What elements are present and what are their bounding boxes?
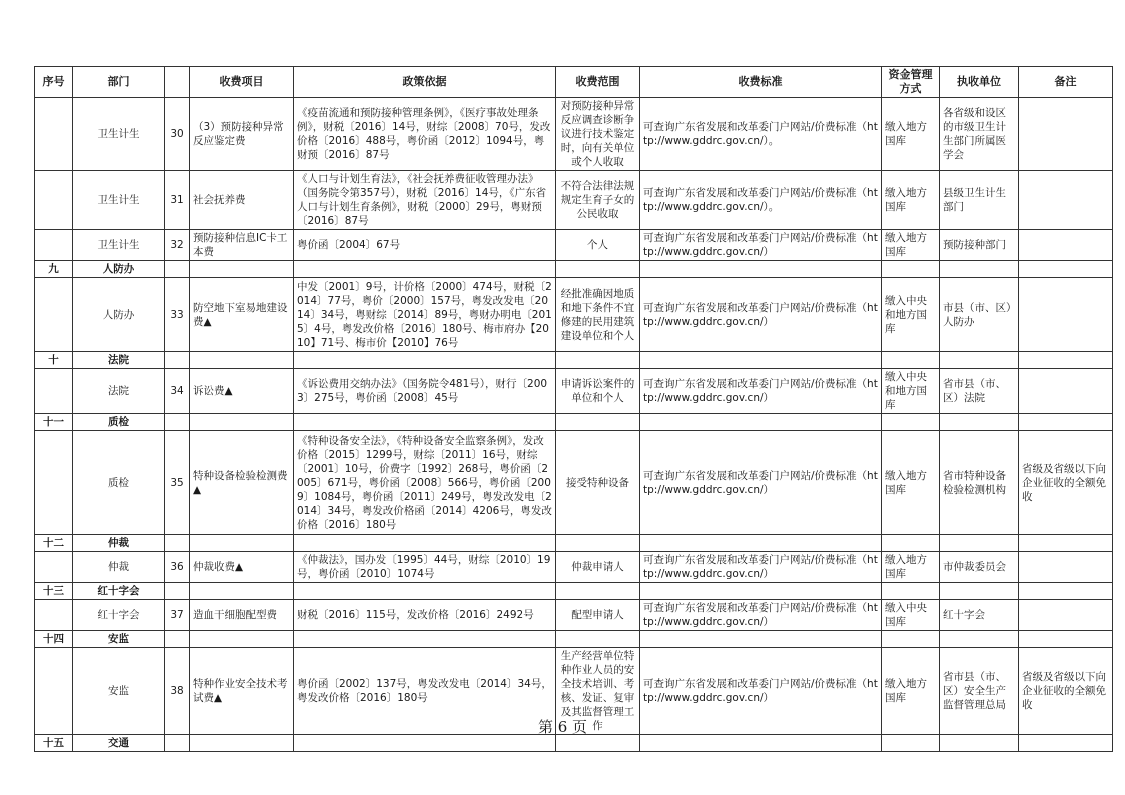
item-number-cell: 31 (165, 171, 190, 230)
policy-basis-cell: 粤价函〔2004〕67号 (294, 230, 556, 261)
empty-cell (165, 735, 190, 752)
header-basis: 政策依据 (294, 67, 556, 98)
collecting-unit-cell: 省市县（市、区）法院 (940, 369, 1019, 414)
policy-basis-cell: 《诉讼费用交纳办法》（国务院令481号），财行〔2003〕275号，粤价函〔2008〕45号 (294, 369, 556, 414)
dept-cell: 卫生计生 (73, 171, 165, 230)
table-row (35, 98, 1113, 171)
fee-scope-cell: 生产经营单位特种作业人员的安全技术培训、考核、发证、复审及其监督管理工作 (556, 648, 640, 735)
header-unit: 执收单位 (940, 67, 1019, 98)
section-dept: 交通 (73, 735, 165, 752)
fee-item-cell: 预防接种信息IC卡工本费 (190, 230, 294, 261)
seq-cell (35, 171, 73, 230)
section-number: 十一 (35, 414, 73, 431)
collecting-unit-cell: 省市特种设备检验检测机构 (940, 431, 1019, 535)
fund-management-cell: 缴入中央和地方国库 (882, 369, 940, 414)
section-number: 十二 (35, 535, 73, 552)
empty-cell (940, 735, 1019, 752)
header-mgmt: 资金管理方式 (882, 67, 940, 98)
fund-management-cell: 缴入地方国库 (882, 431, 940, 535)
empty-cell (294, 631, 556, 648)
collecting-unit-cell: 市县（市、区）人防办 (940, 278, 1019, 352)
empty-cell (640, 414, 882, 431)
empty-cell (165, 583, 190, 600)
fee-item-cell: 防空地下室易地建设费▲ (190, 278, 294, 352)
empty-cell (165, 631, 190, 648)
header-dept: 部门 (73, 67, 165, 98)
fee-standard-cell: 可查询广东省发展和改革委门户网站/价费标准（http://www.gddrc.gov.cn/） (640, 230, 882, 261)
fee-standard-cell: 可查询广东省发展和改革委门户网站/价费标准（http://www.gddrc.gov.cn/）。 (640, 98, 882, 171)
dept-cell: 人防办 (73, 278, 165, 352)
policy-basis-cell: 《疫苗流通和预防接种管理条例》，《医疗事故处理条例》，财税〔2016〕14号，财综〔2008〕70号，发改价格〔2016〕488号，粤价函〔2012〕1094号，粤财预〔2016〕87号 (294, 98, 556, 171)
seq-cell (35, 600, 73, 631)
dept-cell: 法院 (73, 369, 165, 414)
empty-cell (640, 735, 882, 752)
fee-scope-cell: 申请诉讼案件的单位和个人 (556, 369, 640, 414)
empty-cell (556, 352, 640, 369)
fund-management-cell: 缴入中央国库 (882, 600, 940, 631)
table-row (35, 171, 1113, 230)
item-number-cell: 33 (165, 278, 190, 352)
empty-cell (1019, 583, 1113, 600)
item-number-cell: 35 (165, 431, 190, 535)
empty-cell (640, 583, 882, 600)
header-item: 收费项目 (190, 67, 294, 98)
empty-cell (940, 583, 1019, 600)
empty-cell (294, 261, 556, 278)
empty-cell (1019, 261, 1113, 278)
fee-item-cell: 特种设备检验检测费▲ (190, 431, 294, 535)
policy-basis-cell: 财税〔2016〕115号，发改价格〔2016〕2492号 (294, 600, 556, 631)
seq-cell (35, 369, 73, 414)
fee-standard-cell: 可查询广东省发展和改革委门户网站/价费标准（http://www.gddrc.gov.cn/） (640, 648, 882, 735)
policy-basis-cell: 粤价函〔2002〕137号，粤发改发电〔2014〕34号，粤发改价格〔2016〕180号 (294, 648, 556, 735)
section-dept: 红十字会 (73, 583, 165, 600)
empty-cell (165, 261, 190, 278)
fund-management-cell: 缴入地方国库 (882, 98, 940, 171)
empty-cell (190, 352, 294, 369)
fee-standard-cell: 可查询广东省发展和改革委门户网站/价费标准（http://www.gddrc.gov.cn/）。 (640, 171, 882, 230)
remarks-cell (1019, 552, 1113, 583)
remarks-cell: 省级及省级以下向企业征收的全额免收 (1019, 431, 1113, 535)
section-row (35, 631, 1113, 648)
policy-basis-cell: 中发〔2001〕9号，计价格〔2000〕474号，财税〔2014〕77号，粤价〔2000〕157号，粤发改发电〔2014〕34号，粤财综〔2014〕89号，粤财办明电〔2015〕4号，粤发改价格〔2016〕180号、梅市府办【2010】71号、梅市价【2010】76号 (294, 278, 556, 352)
remarks-cell (1019, 600, 1113, 631)
empty-cell (882, 631, 940, 648)
collecting-unit-cell: 红十字会 (940, 600, 1019, 631)
empty-cell (882, 583, 940, 600)
section-row (35, 583, 1113, 600)
table-row (35, 230, 1113, 261)
section-number: 十三 (35, 583, 73, 600)
collecting-unit-cell: 预防接种部门 (940, 230, 1019, 261)
remarks-cell: 省级及省级以下向企业征收的全额免收 (1019, 648, 1113, 735)
table-row (35, 369, 1113, 414)
policy-basis-cell: 《特种设备安全法》，《特种设备安全监察条例》，发改价格〔2015〕1299号，财综〔2011〕16号，财综〔2001〕10号，价费字〔1992〕268号，粤价函〔2005〕671号，粤价函〔2008〕566号，粤价函〔2009〕1084号，粤价函〔2011〕249号，粤发改发电〔2014〕34号，粤发改价格函〔2014〕4206号，粤发改价格〔2016〕180号 (294, 431, 556, 535)
policy-basis-cell: 《人口与计划生育法》，《社会抚养费征收管理办法》（国务院令第357号），财税〔2016〕14号，《广东省人口与计划生育条例》，财税〔2000〕29号，粤财预〔2016〕87号 (294, 171, 556, 230)
item-number-cell: 34 (165, 369, 190, 414)
table-row (35, 431, 1113, 535)
empty-cell (294, 352, 556, 369)
fee-scope-cell: 个人 (556, 230, 640, 261)
table-row (35, 278, 1113, 352)
remarks-cell (1019, 171, 1113, 230)
collecting-unit-cell: 县级卫生计生部门 (940, 171, 1019, 230)
fee-item-cell: 造血干细胞配型费 (190, 600, 294, 631)
remarks-cell (1019, 278, 1113, 352)
fee-standard-cell: 可查询广东省发展和改革委门户网站/价费标准（http://www.gddrc.gov.cn/） (640, 431, 882, 535)
fund-management-cell: 缴入地方国库 (882, 648, 940, 735)
fund-management-cell: 缴入地方国库 (882, 171, 940, 230)
empty-cell (165, 535, 190, 552)
empty-cell (882, 352, 940, 369)
collecting-unit-cell: 省市县（市、区）安全生产监督管理总局 (940, 648, 1019, 735)
remarks-cell (1019, 230, 1113, 261)
section-row (35, 535, 1113, 552)
empty-cell (882, 414, 940, 431)
table-row (35, 552, 1113, 583)
header-num (165, 67, 190, 98)
empty-cell (190, 583, 294, 600)
collecting-unit-cell: 市仲裁委员会 (940, 552, 1019, 583)
empty-cell (556, 414, 640, 431)
empty-cell (1019, 631, 1113, 648)
empty-cell (940, 535, 1019, 552)
empty-cell (294, 535, 556, 552)
seq-cell (35, 278, 73, 352)
section-dept: 安监 (73, 631, 165, 648)
empty-cell (190, 735, 294, 752)
empty-cell (640, 535, 882, 552)
fund-management-cell: 缴入地方国库 (882, 552, 940, 583)
empty-cell (294, 735, 556, 752)
dept-cell: 红十字会 (73, 600, 165, 631)
section-dept: 法院 (73, 352, 165, 369)
seq-cell (35, 552, 73, 583)
section-row (35, 414, 1113, 431)
empty-cell (1019, 352, 1113, 369)
fee-standard-cell: 可查询广东省发展和改革委门户网站/价费标准（http://www.gddrc.gov.cn/） (640, 278, 882, 352)
dept-cell: 质检 (73, 431, 165, 535)
fee-standard-cell: 可查询广东省发展和改革委门户网站/价费标准（http://www.gddrc.gov.cn/） (640, 369, 882, 414)
seq-cell (35, 98, 73, 171)
item-number-cell: 37 (165, 600, 190, 631)
dept-cell: 卫生计生 (73, 98, 165, 171)
policy-basis-cell: 《仲裁法》，国办发〔1995〕44号，财综〔2010〕19号，粤价函〔2010〕1074号 (294, 552, 556, 583)
fee-scope-cell: 配型申请人 (556, 600, 640, 631)
section-number: 十五 (35, 735, 73, 752)
empty-cell (940, 414, 1019, 431)
header-scope: 收费范围 (556, 67, 640, 98)
empty-cell (940, 261, 1019, 278)
empty-cell (190, 535, 294, 552)
empty-cell (882, 735, 940, 752)
empty-cell (165, 352, 190, 369)
empty-cell (294, 583, 556, 600)
section-dept: 仲裁 (73, 535, 165, 552)
empty-cell (940, 352, 1019, 369)
item-number-cell: 36 (165, 552, 190, 583)
empty-cell (640, 352, 882, 369)
fee-item-cell: （3）预防接种异常反应鉴定费 (190, 98, 294, 171)
empty-cell (556, 535, 640, 552)
seq-cell (35, 230, 73, 261)
section-dept: 质检 (73, 414, 165, 431)
dept-cell: 安监 (73, 648, 165, 735)
fee-item-cell: 社会抚养费 (190, 171, 294, 230)
remarks-cell (1019, 369, 1113, 414)
fee-item-cell: 特种作业安全技术考试费▲ (190, 648, 294, 735)
section-number: 九 (35, 261, 73, 278)
empty-cell (190, 261, 294, 278)
fee-item-cell: 仲裁收费▲ (190, 552, 294, 583)
empty-cell (882, 261, 940, 278)
empty-cell (556, 583, 640, 600)
remarks-cell (1019, 98, 1113, 171)
item-number-cell: 32 (165, 230, 190, 261)
empty-cell (556, 261, 640, 278)
empty-cell (640, 261, 882, 278)
empty-cell (165, 414, 190, 431)
section-dept: 人防办 (73, 261, 165, 278)
header-note: 备注 (1019, 67, 1113, 98)
dept-cell: 仲裁 (73, 552, 165, 583)
fee-scope-cell: 仲裁申请人 (556, 552, 640, 583)
empty-cell (556, 631, 640, 648)
page-number: 第 6 页 (537, 718, 588, 736)
item-number-cell: 30 (165, 98, 190, 171)
empty-cell (640, 631, 882, 648)
seq-cell (35, 431, 73, 535)
empty-cell (190, 414, 294, 431)
table-row (35, 600, 1113, 631)
fee-table (34, 66, 1113, 752)
fee-scope-cell: 接受特种设备 (556, 431, 640, 535)
section-row (35, 352, 1113, 369)
item-number-cell: 38 (165, 648, 190, 735)
empty-cell (882, 535, 940, 552)
header-seq: 序号 (35, 67, 73, 98)
empty-cell (1019, 414, 1113, 431)
section-number: 十四 (35, 631, 73, 648)
empty-cell (1019, 735, 1113, 752)
fee-standard-cell: 可查询广东省发展和改革委门户网站/价费标准（http://www.gddrc.gov.cn/） (640, 600, 882, 631)
fund-management-cell: 缴入中央和地方国库 (882, 278, 940, 352)
empty-cell (190, 631, 294, 648)
empty-cell (556, 735, 640, 752)
dept-cell: 卫生计生 (73, 230, 165, 261)
fund-management-cell: 缴入地方国库 (882, 230, 940, 261)
table-header-row (35, 67, 1113, 98)
section-row (35, 261, 1113, 278)
collecting-unit-cell: 各省级和设区的市级卫生计生部门所属医学会 (940, 98, 1019, 171)
fee-standard-cell: 可查询广东省发展和改革委门户网站/价费标准（http://www.gddrc.gov.cn/） (640, 552, 882, 583)
empty-cell (294, 414, 556, 431)
fee-scope-cell: 经批准确因地质和地下条件不宜修建的民用建筑建设单位和个人 (556, 278, 640, 352)
empty-cell (1019, 535, 1113, 552)
fee-scope-cell: 不符合法律法规规定生育子女的公民收取 (556, 171, 640, 230)
empty-cell (940, 631, 1019, 648)
fee-item-cell: 诉讼费▲ (190, 369, 294, 414)
fee-scope-cell: 对预防接种异常反应调查诊断争议进行技术鉴定时，向有关单位或个人收取 (556, 98, 640, 171)
header-standard: 收费标准 (640, 67, 882, 98)
section-row (35, 735, 1113, 752)
section-number: 十 (35, 352, 73, 369)
